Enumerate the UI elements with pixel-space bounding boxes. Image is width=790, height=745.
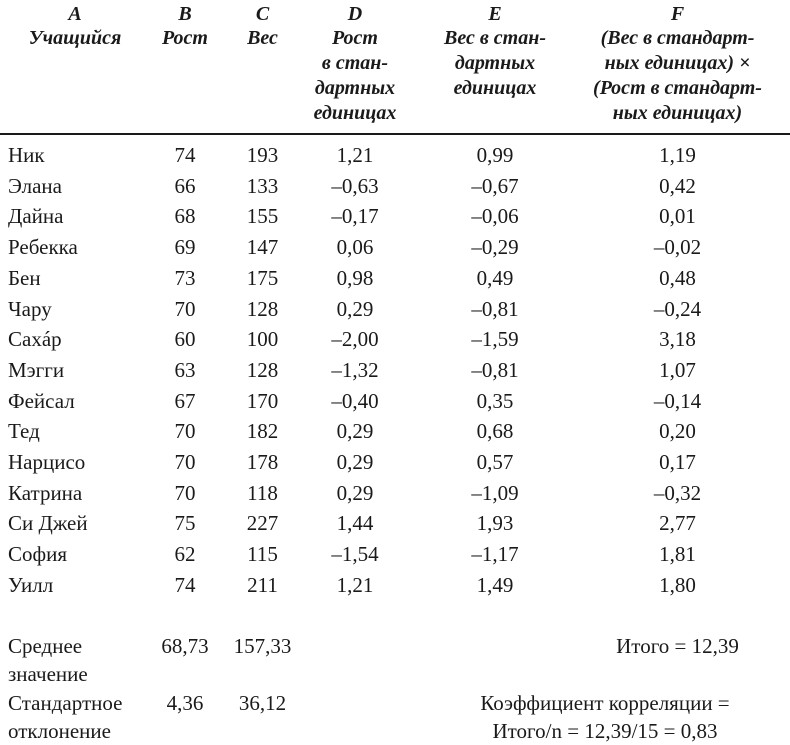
cell-weight: 147 xyxy=(246,235,279,260)
cell-product: 3,18 xyxy=(659,327,696,352)
table-row xyxy=(0,263,790,293)
column-letter-d: D xyxy=(347,3,363,25)
table-row xyxy=(0,386,790,416)
cell-product: –0,24 xyxy=(653,296,702,321)
cell-student-name: Элана xyxy=(8,173,62,198)
table-row xyxy=(0,324,790,354)
table-row xyxy=(0,140,790,170)
cell-student-name: Катрина xyxy=(8,480,83,505)
cell-student-name: Дайна xyxy=(8,204,64,229)
column-label-weight-std: Вес в стан- дартных единицах xyxy=(444,27,546,99)
column-header-b xyxy=(145,2,225,51)
cell-product: –0,14 xyxy=(653,388,702,413)
cell-height: 69 xyxy=(174,235,196,260)
cell-weight: 211 xyxy=(247,572,278,597)
cell-weight-std: –0,81 xyxy=(471,357,519,382)
cell-product: 0,17 xyxy=(659,450,696,474)
cell-weight-std: 1,93 xyxy=(476,511,514,536)
column-letter-b: B xyxy=(178,3,192,25)
cell-height: 70 xyxy=(174,480,196,505)
column-letter-e: E xyxy=(488,3,502,25)
cell-weight-std: –0,06 xyxy=(471,204,519,229)
sd-label-line-2: отклонение xyxy=(8,719,111,743)
column-header-e xyxy=(420,2,570,101)
cell-weight: 227 xyxy=(246,511,279,536)
cell-height-std: –0,63 xyxy=(331,173,379,198)
cell-student-name: Нарцисо xyxy=(8,450,86,474)
cell-weight-std: 0,68 xyxy=(476,419,514,444)
column-label-student: Учащийся xyxy=(28,27,122,49)
mean-label-line-2: значение xyxy=(8,662,88,686)
cell-weight-std: –1,17 xyxy=(471,542,519,567)
cell-product: 0,01 xyxy=(659,204,696,229)
cell-student-name: Ник xyxy=(8,143,45,167)
cell-student-name: Бен xyxy=(8,265,41,290)
table-row xyxy=(0,232,790,262)
sd-weight: 36,12 xyxy=(238,691,287,715)
cell-weight: 193 xyxy=(246,143,279,167)
sd-label xyxy=(8,689,122,745)
cell-height-std: 0,29 xyxy=(336,296,374,321)
cell-height: 70 xyxy=(174,419,196,444)
table-row xyxy=(0,570,790,600)
cell-height-std: –1,32 xyxy=(331,357,379,382)
column-letter-a: A xyxy=(68,3,82,25)
cell-height-std: –0,17 xyxy=(331,204,379,229)
cell-height-std: –0,40 xyxy=(331,388,379,413)
column-label-weight: Вес xyxy=(247,27,278,49)
cell-student-name: Уилл xyxy=(8,572,54,597)
cell-height-std: 0,98 xyxy=(336,265,374,290)
product-total: Итого = 12,39 xyxy=(616,634,739,658)
table-row xyxy=(0,478,790,508)
mean-weight: 157,33 xyxy=(233,634,292,658)
cell-product: 0,42 xyxy=(659,173,696,198)
cell-weight: 128 xyxy=(246,357,279,382)
cell-weight-std: 1,49 xyxy=(476,572,514,597)
cell-product: –0,32 xyxy=(653,480,702,505)
correlation-line-2: Итого/n = 12,39/15 = 0,83 xyxy=(492,719,718,743)
table-row xyxy=(0,294,790,324)
cell-weight-std: 0,35 xyxy=(476,388,514,413)
cell-height: 74 xyxy=(174,572,196,597)
cell-product: –0,02 xyxy=(653,235,702,260)
cell-weight-std: 0,57 xyxy=(476,450,514,474)
cell-height-std: –2,00 xyxy=(331,327,379,352)
table-row xyxy=(0,201,790,231)
cell-height: 60 xyxy=(174,327,196,352)
cell-height-std: 0,29 xyxy=(336,480,374,505)
cell-product: 0,20 xyxy=(659,419,696,444)
column-header-d xyxy=(300,2,410,126)
cell-height: 74 xyxy=(174,143,196,167)
mean-height: 68,73 xyxy=(161,634,209,658)
column-header-a xyxy=(0,2,150,51)
cell-weight: 182 xyxy=(246,419,279,444)
cell-weight: 128 xyxy=(246,296,279,321)
cell-weight-std: –0,29 xyxy=(471,235,519,260)
cell-height: 70 xyxy=(174,296,196,321)
table-row xyxy=(0,171,790,201)
cell-weight: 170 xyxy=(246,388,279,413)
cell-student-name: Тед xyxy=(8,419,40,444)
cell-height-std: 1,21 xyxy=(336,143,374,167)
column-letter-f: F xyxy=(670,3,685,25)
cell-height: 67 xyxy=(174,388,196,413)
header-rule xyxy=(0,133,790,135)
cell-student-name: Ребекка xyxy=(8,235,78,260)
cell-product: 1,19 xyxy=(659,143,696,167)
cell-student-name: Си Джей xyxy=(8,511,88,536)
cell-student-name: София xyxy=(8,542,68,567)
cell-weight-std: –0,81 xyxy=(471,296,519,321)
column-label-height: Рост xyxy=(162,27,208,49)
cell-weight-std: –0,67 xyxy=(471,173,519,198)
cell-height-std: 1,44 xyxy=(336,511,374,536)
table-row xyxy=(0,416,790,446)
cell-weight: 175 xyxy=(246,265,279,290)
table-row xyxy=(0,355,790,385)
table-row xyxy=(0,508,790,538)
cell-height: 66 xyxy=(174,173,196,198)
correlation-formula xyxy=(420,689,790,745)
cell-student-name: Сахáр xyxy=(8,327,62,352)
cell-student-name: Мэгги xyxy=(8,357,65,382)
cell-weight-std: 0,99 xyxy=(476,143,514,167)
sd-height: 4,36 xyxy=(166,691,204,715)
cell-product: 2,77 xyxy=(659,511,696,536)
cell-height-std: –1,54 xyxy=(331,542,379,567)
cell-height: 73 xyxy=(174,265,196,290)
cell-product: 1,81 xyxy=(659,542,696,567)
cell-weight-std: –1,59 xyxy=(471,327,519,352)
mean-label-line-1: Среднее xyxy=(8,634,83,658)
cell-weight: 155 xyxy=(246,204,279,229)
cell-height: 68 xyxy=(174,204,196,229)
column-letter-c: C xyxy=(255,3,270,25)
cell-weight: 115 xyxy=(247,542,278,567)
cell-weight: 133 xyxy=(246,173,279,198)
sd-label-line-1: Стандартное xyxy=(8,691,123,715)
column-header-f xyxy=(565,2,790,126)
column-label-product: (Вес в стандарт- ных единицах) × (Рост в стандарт- ных единицах) xyxy=(593,27,762,124)
table-row xyxy=(0,447,790,477)
cell-height-std: 0,29 xyxy=(336,450,374,474)
cell-height-std: 0,06 xyxy=(336,235,374,260)
cell-height: 75 xyxy=(174,511,196,536)
cell-weight: 100 xyxy=(246,327,279,352)
cell-product: 1,80 xyxy=(659,572,696,597)
column-header-c xyxy=(225,2,300,51)
cell-height: 63 xyxy=(174,357,196,382)
cell-height-std: 1,21 xyxy=(336,572,374,597)
cell-product: 0,48 xyxy=(659,265,696,290)
cell-height: 70 xyxy=(174,450,196,474)
cell-student-name: Чару xyxy=(8,296,52,321)
cell-weight-std: 0,49 xyxy=(476,265,514,290)
cell-product: 1,07 xyxy=(659,357,696,382)
cell-weight: 178 xyxy=(246,450,279,474)
table-row xyxy=(0,539,790,569)
mean-label xyxy=(8,632,88,688)
cell-height-std: 0,29 xyxy=(336,419,374,444)
cell-weight-std: –1,09 xyxy=(471,480,519,505)
correlation-line-1: Коэффициент корреляции = xyxy=(480,691,730,715)
cell-student-name: Фейсал xyxy=(8,388,75,413)
cell-height: 62 xyxy=(174,542,196,567)
column-label-height-std: Рост в стан- дартных единицах xyxy=(313,27,397,124)
cell-weight: 118 xyxy=(247,480,278,505)
